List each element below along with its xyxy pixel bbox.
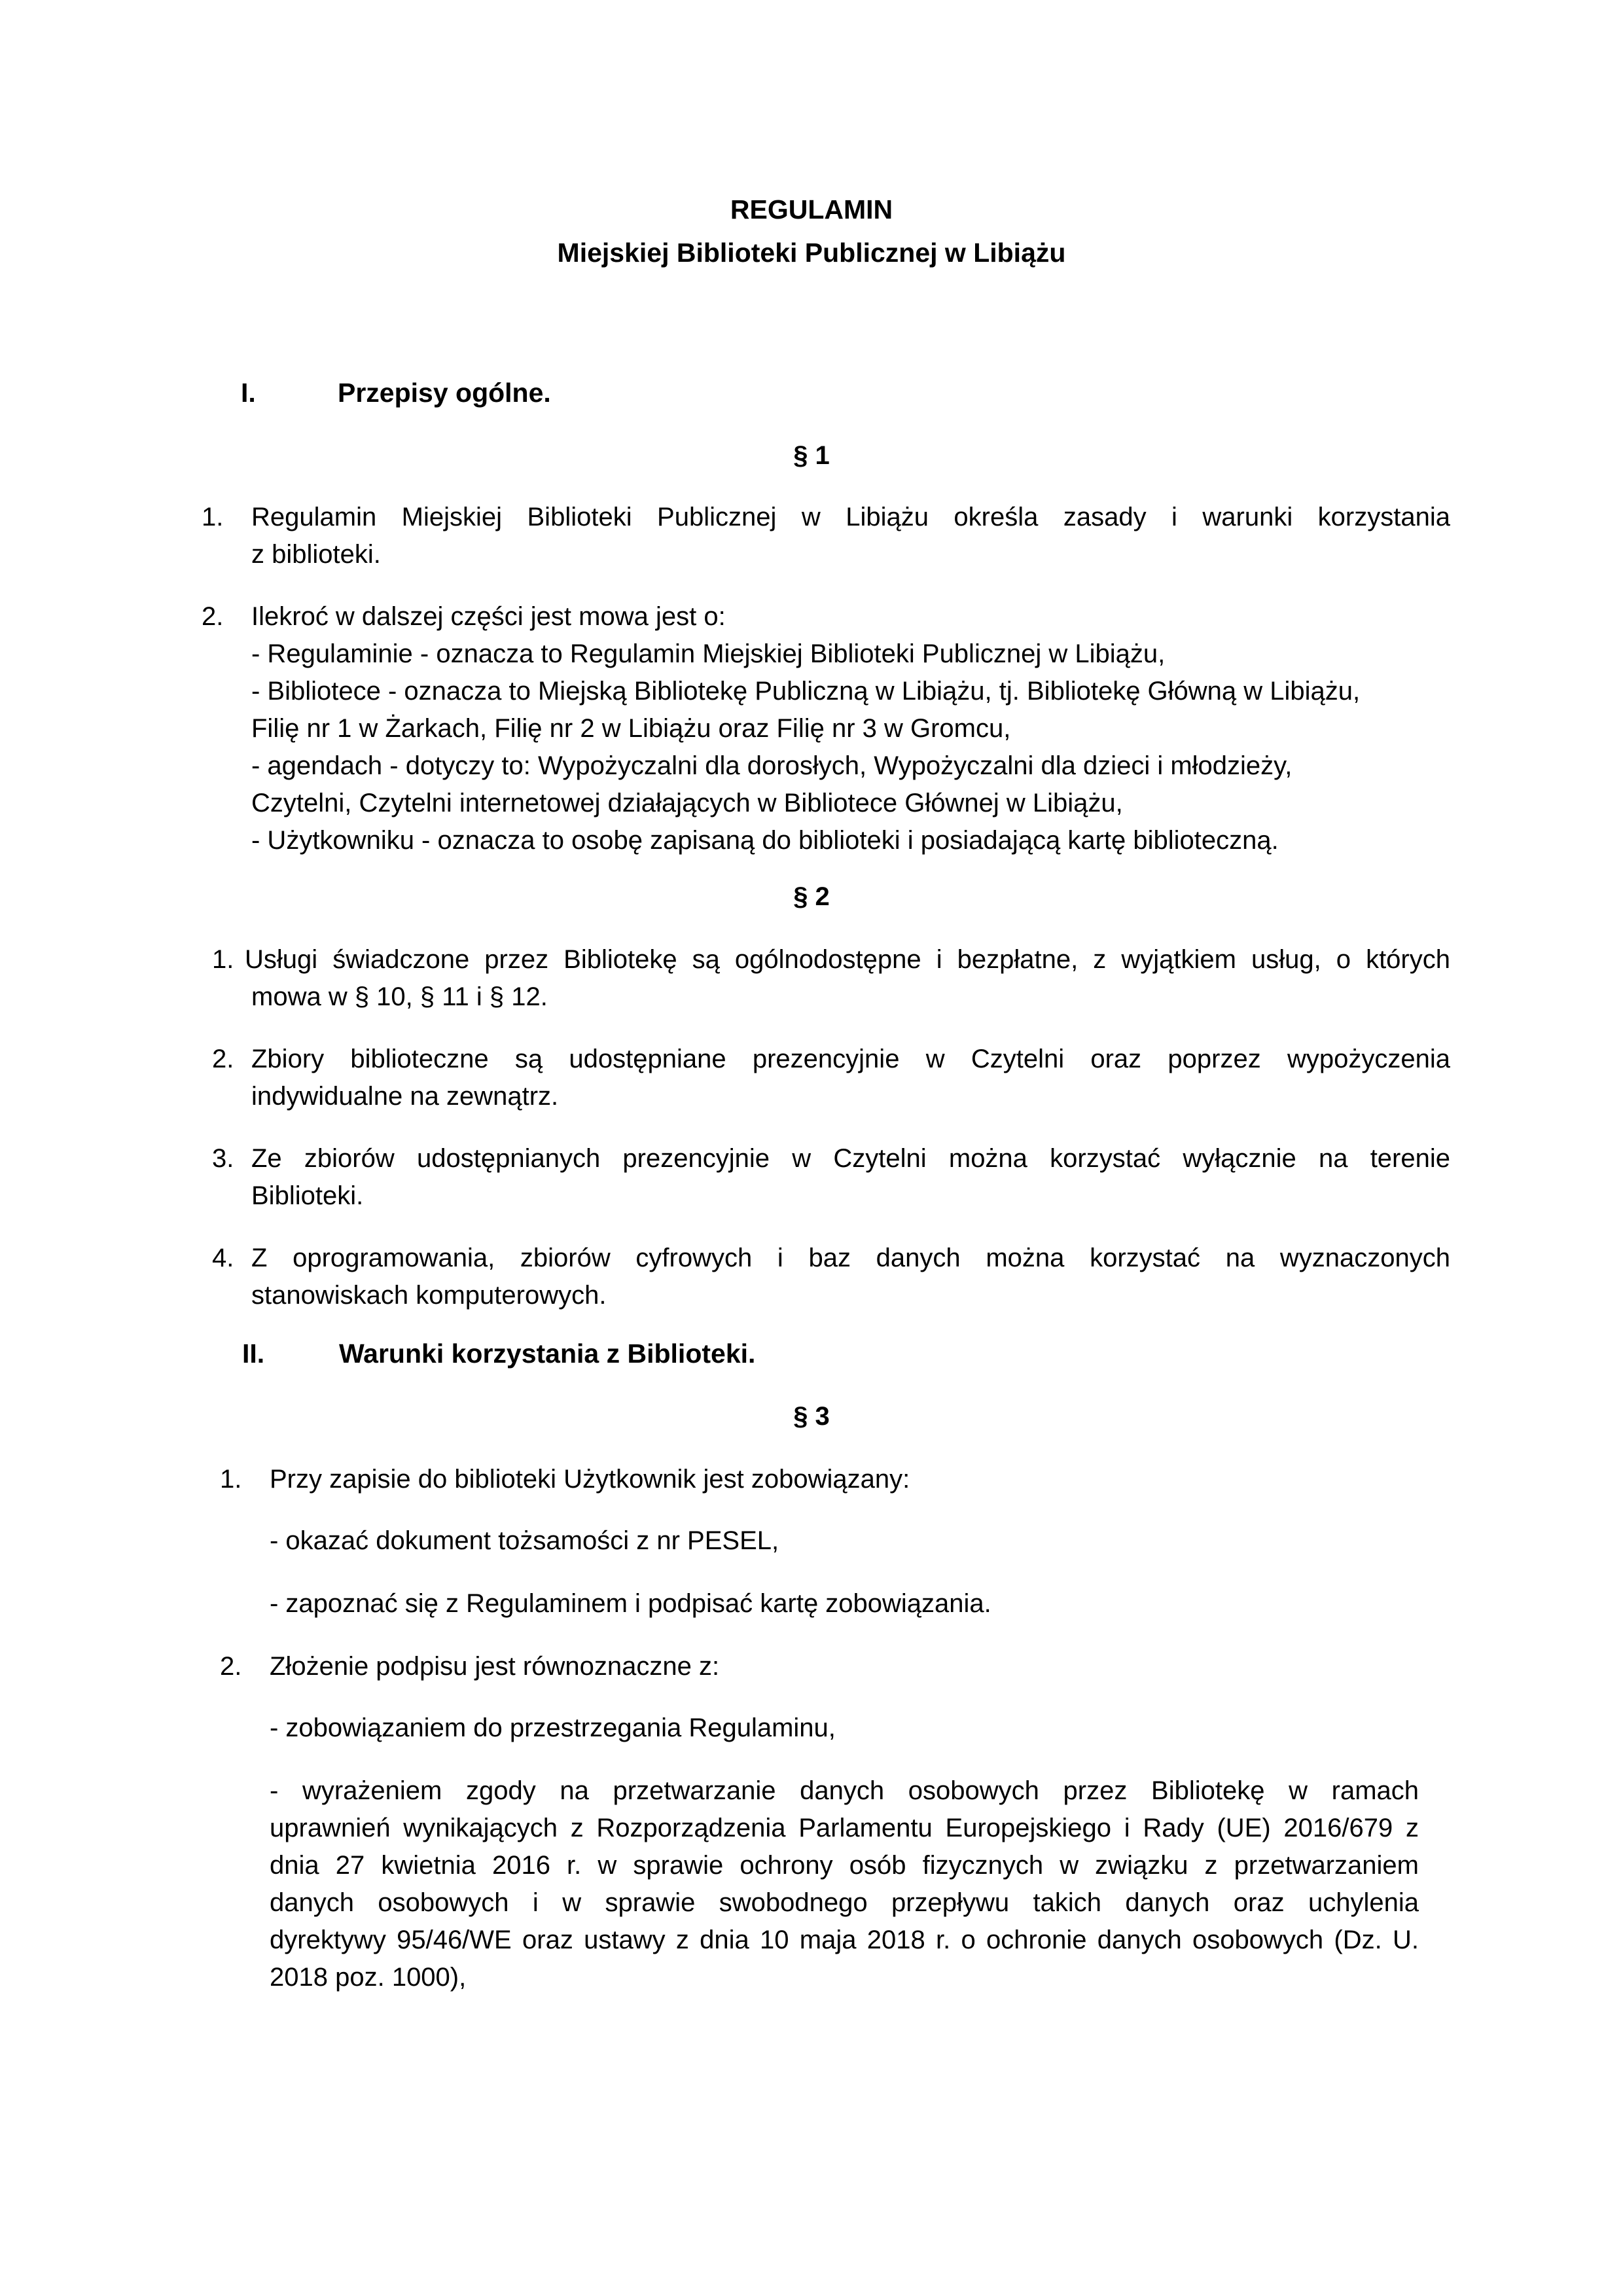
p1-item-1-text xyxy=(251,499,1450,573)
p2-item-2-text xyxy=(251,1041,1450,1115)
p3-item-2-sub-1-line: - zobowiązaniem do przestrzegania Regulaminu, xyxy=(270,1713,836,1742)
p1-item-2-line-6: Czytelni, Czytelni internetowej działających w Bibliotece Głównej w Libiążu, xyxy=(251,789,1123,817)
chapter-2-number: II. xyxy=(242,1338,265,1369)
p2-item-4-line-1: Z oprogramowania, zbiorów cyfrowych i baz danych można korzystać na wyznaczonych xyxy=(251,1244,1450,1272)
chapter-1-title: Przepisy ogólne. xyxy=(338,378,551,408)
p1-item-2-text xyxy=(251,598,1450,859)
p1-item-2-line-5: - agendach - dotyczy to: Wypożyczalni dla dorosłych, Wypożyczalni dla dzieci i młodzieży, xyxy=(251,751,1293,780)
p1-item-2-line-2: - Regulaminie - oznacza to Regulamin Miejskiej Biblioteki Publicznej w Libiążu, xyxy=(251,639,1166,668)
p1-item-2-number: 2. xyxy=(202,602,224,631)
document-title: REGULAMIN xyxy=(730,194,893,224)
p3-item-2-number: 2. xyxy=(220,1652,242,1681)
p2-item-2-line-2: indywidualne na zewnątrz. xyxy=(251,1082,559,1111)
p2-item-4-number: 4. xyxy=(212,1244,234,1272)
p1-item-2-line-3: - Bibliotece - oznacza to Miejską Bibliotekę Publiczną w Libiążu, tj. Bibliotekę Główną w Libiążu, xyxy=(251,677,1361,706)
p3-item-1-number: 1. xyxy=(220,1465,242,1494)
p2-item-1-line-1: Usługi świadczone przez Bibliotekę są ogólnodostępne i bezpłatne, z wyjątkiem usług, o których xyxy=(245,945,1450,974)
paragraph-3-mark: § 3 xyxy=(793,1402,830,1431)
p3-item-2-sub-1 xyxy=(270,1710,1419,1747)
chapter-1-number: I. xyxy=(241,378,256,408)
p2-item-4-line-2: stanowiskach komputerowych. xyxy=(251,1281,607,1310)
p3-item-2-sub-2-line-6: 2018 poz. 1000), xyxy=(270,1963,467,1992)
p2-item-1-text xyxy=(245,941,1450,1016)
chapter-2-title: Warunki korzystania z Biblioteki. xyxy=(339,1338,756,1369)
p1-item-1-line-2: z biblioteki. xyxy=(251,540,381,569)
document-subtitle: Miejskiej Biblioteki Publicznej w Libiążu xyxy=(557,238,1066,268)
p3-item-2-sub-2 xyxy=(270,1772,1419,1996)
p3-item-2-sub-2-line-5: dyrektywy 95/46/WE oraz ustawy z dnia 10 maja 2018 r. o ochronie danych osobowych (Dz. U. xyxy=(270,1926,1419,1954)
p3-item-1-sub-2-line: - zapoznać się z Regulaminem i podpisać kartę zobowiązania. xyxy=(270,1589,991,1618)
p3-item-2-text xyxy=(270,1648,1450,1685)
p2-item-3-text xyxy=(251,1140,1450,1215)
p3-item-1-text xyxy=(270,1461,1450,1498)
p3-item-1-sub-1 xyxy=(270,1522,1419,1560)
p2-item-2-line-1: Zbiory biblioteczne są udostępniane prezencyjnie w Czytelni oraz poprzez wypożyczenia xyxy=(251,1045,1450,1073)
p2-item-2-number: 2. xyxy=(212,1045,234,1073)
p3-item-2-sub-2-line-4: danych osobowych i w sprawie swobodnego przepływu takich danych oraz uchylenia xyxy=(270,1888,1419,1917)
p3-item-2-sub-2-line-2: uprawnień wynikających z Rozporządzenia Parlamentu Europejskiego i Rady (UE) 2016/679 z xyxy=(270,1814,1419,1842)
p1-item-2-line-1: Ilekroć w dalszej części jest mowa jest o: xyxy=(251,602,726,631)
p2-item-4-text xyxy=(251,1240,1450,1314)
p2-item-3-number: 3. xyxy=(212,1144,234,1173)
p1-item-2-line-4: Filię nr 1 w Żarkach, Filię nr 2 w Libiążu oraz Filię nr 3 w Gromcu, xyxy=(251,714,1011,743)
p3-item-1-line: Przy zapisie do biblioteki Użytkownik jest zobowiązany: xyxy=(270,1465,910,1494)
p1-item-1-number: 1. xyxy=(202,503,224,531)
p3-item-2-sub-2-line-1: - wyrażeniem zgody na przetwarzanie danych osobowych przez Bibliotekę w ramach xyxy=(270,1776,1419,1805)
p1-item-2-line-7: - Użytkowniku - oznacza to osobę zapisaną do biblioteki i posiadającą kartę biblioteczną. xyxy=(251,826,1279,855)
p2-item-1-line-2: mowa w § 10, § 11 i § 12. xyxy=(251,982,548,1011)
p1-item-1-line-1: Regulamin Miejskiej Biblioteki Publicznej w Libiążu określa zasady i warunki korzystania xyxy=(251,503,1450,531)
paragraph-1-mark: § 1 xyxy=(793,441,830,470)
p2-item-3-line-1: Ze zbiorów udostępnianych prezencyjnie w Czytelni można korzystać wyłącznie na terenie xyxy=(251,1144,1450,1173)
p2-item-3-line-2: Biblioteki. xyxy=(251,1181,364,1210)
p3-item-1-sub-1-line: - okazać dokument tożsamości z nr PESEL, xyxy=(270,1526,779,1555)
p3-item-2-sub-2-line-3: dnia 27 kwietnia 2016 r. w sprawie ochrony osób fizycznych w związku z przetwarzaniem xyxy=(270,1851,1419,1880)
p3-item-1-sub-2 xyxy=(270,1585,1419,1623)
p3-item-2-line: Złożenie podpisu jest równoznaczne z: xyxy=(270,1652,720,1681)
paragraph-2-mark: § 2 xyxy=(793,882,830,911)
p2-item-1-number: 1. xyxy=(212,945,234,974)
